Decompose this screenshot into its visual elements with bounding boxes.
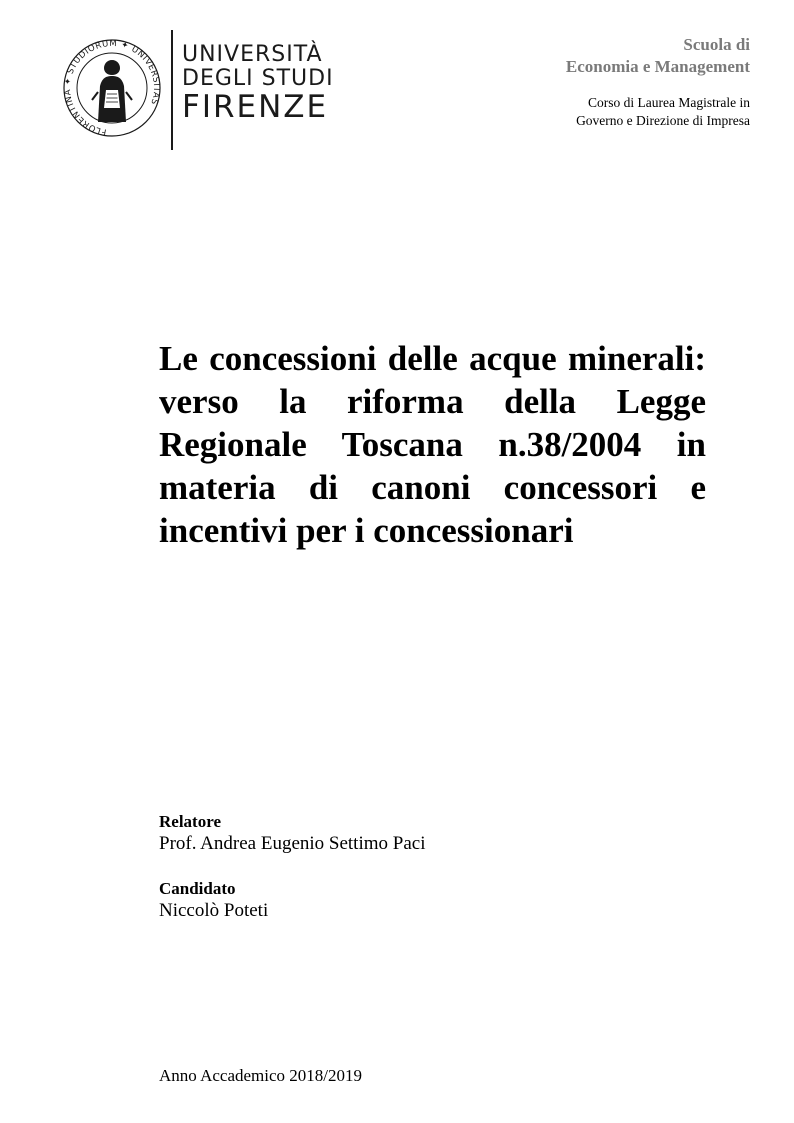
thesis-title: Le concessioni delle acque minerali: verso la riforma della Legge Regionale Toscana n.38/2004 in materia di canoni concessori e incentivi per i concessionari — [159, 339, 706, 550]
academic-year: Anno Accademico 2018/2019 — [159, 1066, 363, 1085]
logo-divider — [171, 30, 173, 150]
school-line2: Economia e Management — [565, 57, 750, 76]
supervisor-label: Relatore — [159, 812, 221, 831]
course-line1: Corso di Laurea Magistrale in — [588, 95, 750, 110]
university-name-line2: DEGLI STUDI — [182, 66, 334, 91]
course-name — [576, 94, 750, 130]
course-line2: Governo e Direzione di Impresa — [576, 113, 750, 128]
candidate-name: Niccolò Poteti — [159, 900, 269, 921]
svg-text:FLORENTINA ✦ STUDIORUM ✦ UNIVE: FLORENTINA ✦ STUDIORUM ✦ UNIVERSITAS — [62, 38, 162, 137]
school-name — [566, 34, 750, 78]
university-name-line3: FIRENZE — [182, 89, 329, 125]
school-line1: Scuola di — [683, 35, 750, 54]
university-name — [182, 44, 334, 123]
university-name-line1: UNIVERSITÀ — [182, 42, 323, 67]
supervisor-name: Prof. Andrea Eugenio Settimo Paci — [159, 833, 426, 854]
university-seal-logo — [62, 30, 162, 148]
candidate-label: Candidato — [159, 879, 236, 898]
